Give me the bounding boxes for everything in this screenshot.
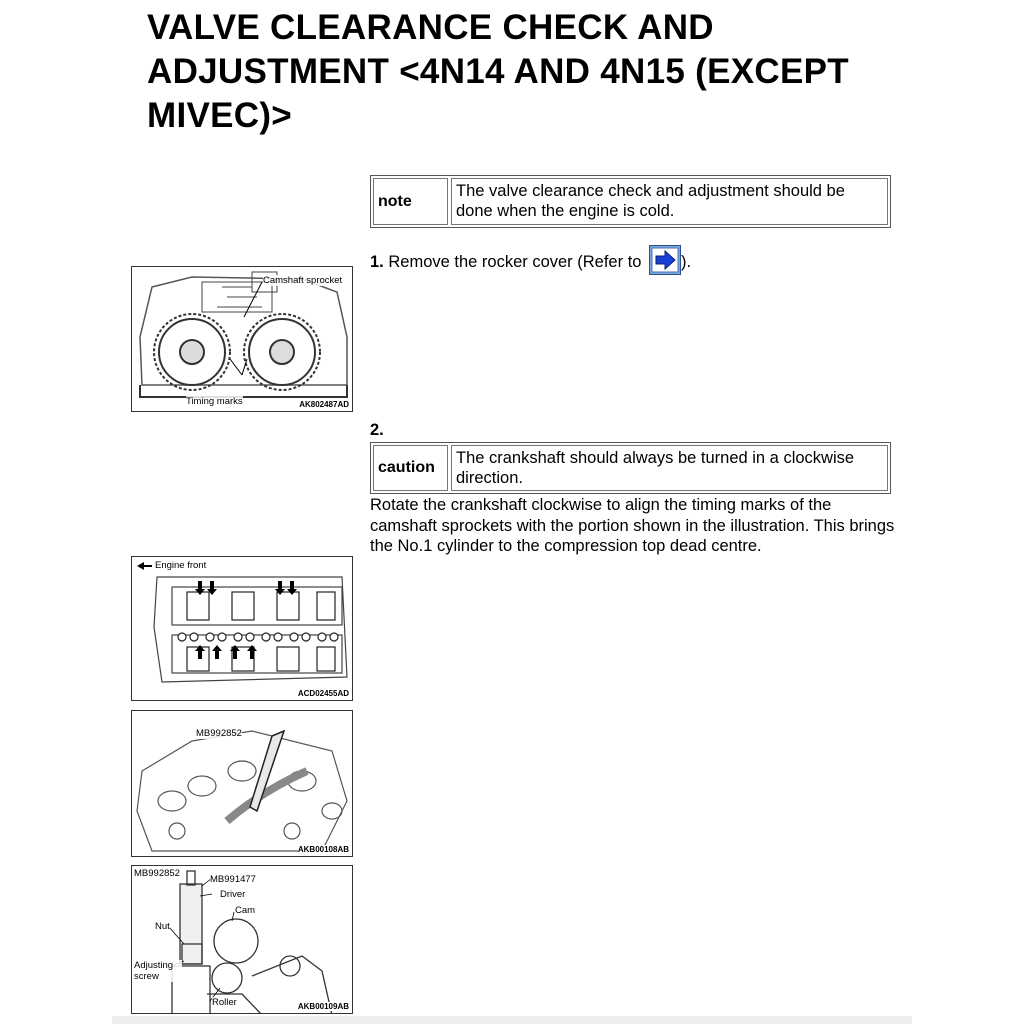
page-bottom-edge xyxy=(112,1016,912,1024)
caution-label: caution xyxy=(373,445,448,491)
roller-label: Roller xyxy=(212,997,237,1008)
timing-marks-label: Timing marks xyxy=(186,396,243,407)
camshaft-sprocket-label: Camshaft sprocket xyxy=(263,275,343,286)
step-1-number: 1. xyxy=(370,253,384,271)
camshaft-sprocket-illustration xyxy=(131,266,353,412)
note-text: The valve clearance check and adjustment should be done when the engine is cold. xyxy=(451,178,888,225)
right-margin xyxy=(912,0,1024,1024)
nut-label: Nut xyxy=(155,921,170,932)
note-label: note xyxy=(373,178,448,225)
adjusting-screw-illustration xyxy=(131,865,353,1014)
figure-code: AKB00109AB xyxy=(297,1002,349,1011)
engine-front-label: Engine front xyxy=(155,560,207,571)
special-tool-illustration xyxy=(131,710,353,857)
engine-front-illustration xyxy=(131,556,353,701)
driver-label: Driver xyxy=(220,889,246,900)
page-title: VALVE CLEARANCE CHECK AND ADJUSTMENT <4N14 AND 4N15 (EXCEPT MIVEC)> xyxy=(147,8,849,135)
step-1 xyxy=(370,245,890,275)
caution-text: The crankshaft should always be turned in a clockwise direction. xyxy=(451,445,888,491)
step-2-number: 2. xyxy=(370,421,384,439)
figure-code: AKB00108AB xyxy=(297,845,349,854)
tool-2-label: MB991477 xyxy=(210,874,256,885)
figure-code: AK802487AD xyxy=(299,400,349,409)
left-margin xyxy=(0,0,112,1024)
arrow-right-icon[interactable] xyxy=(649,245,681,275)
tool-1-label: MB992852 xyxy=(134,868,180,879)
step-1-text: Remove the rocker cover (Refer to xyxy=(388,253,642,271)
step-1-text-end: ). xyxy=(681,253,692,271)
caution-box xyxy=(370,442,891,494)
figure-code: ACD02455AD xyxy=(297,689,349,698)
step-2-text: Rotate the crankshaft clockwise to align the timing marks of the camshaft sprockets with the portion shown in the illustration. This brings the No.1 cylinder to the compression top dead centre. xyxy=(370,496,895,555)
adjusting-screw-label: Adjusting screw xyxy=(134,960,182,982)
tool-label: MB992852 xyxy=(196,728,242,739)
note-box xyxy=(370,175,891,228)
cam-label: Cam xyxy=(235,905,256,916)
